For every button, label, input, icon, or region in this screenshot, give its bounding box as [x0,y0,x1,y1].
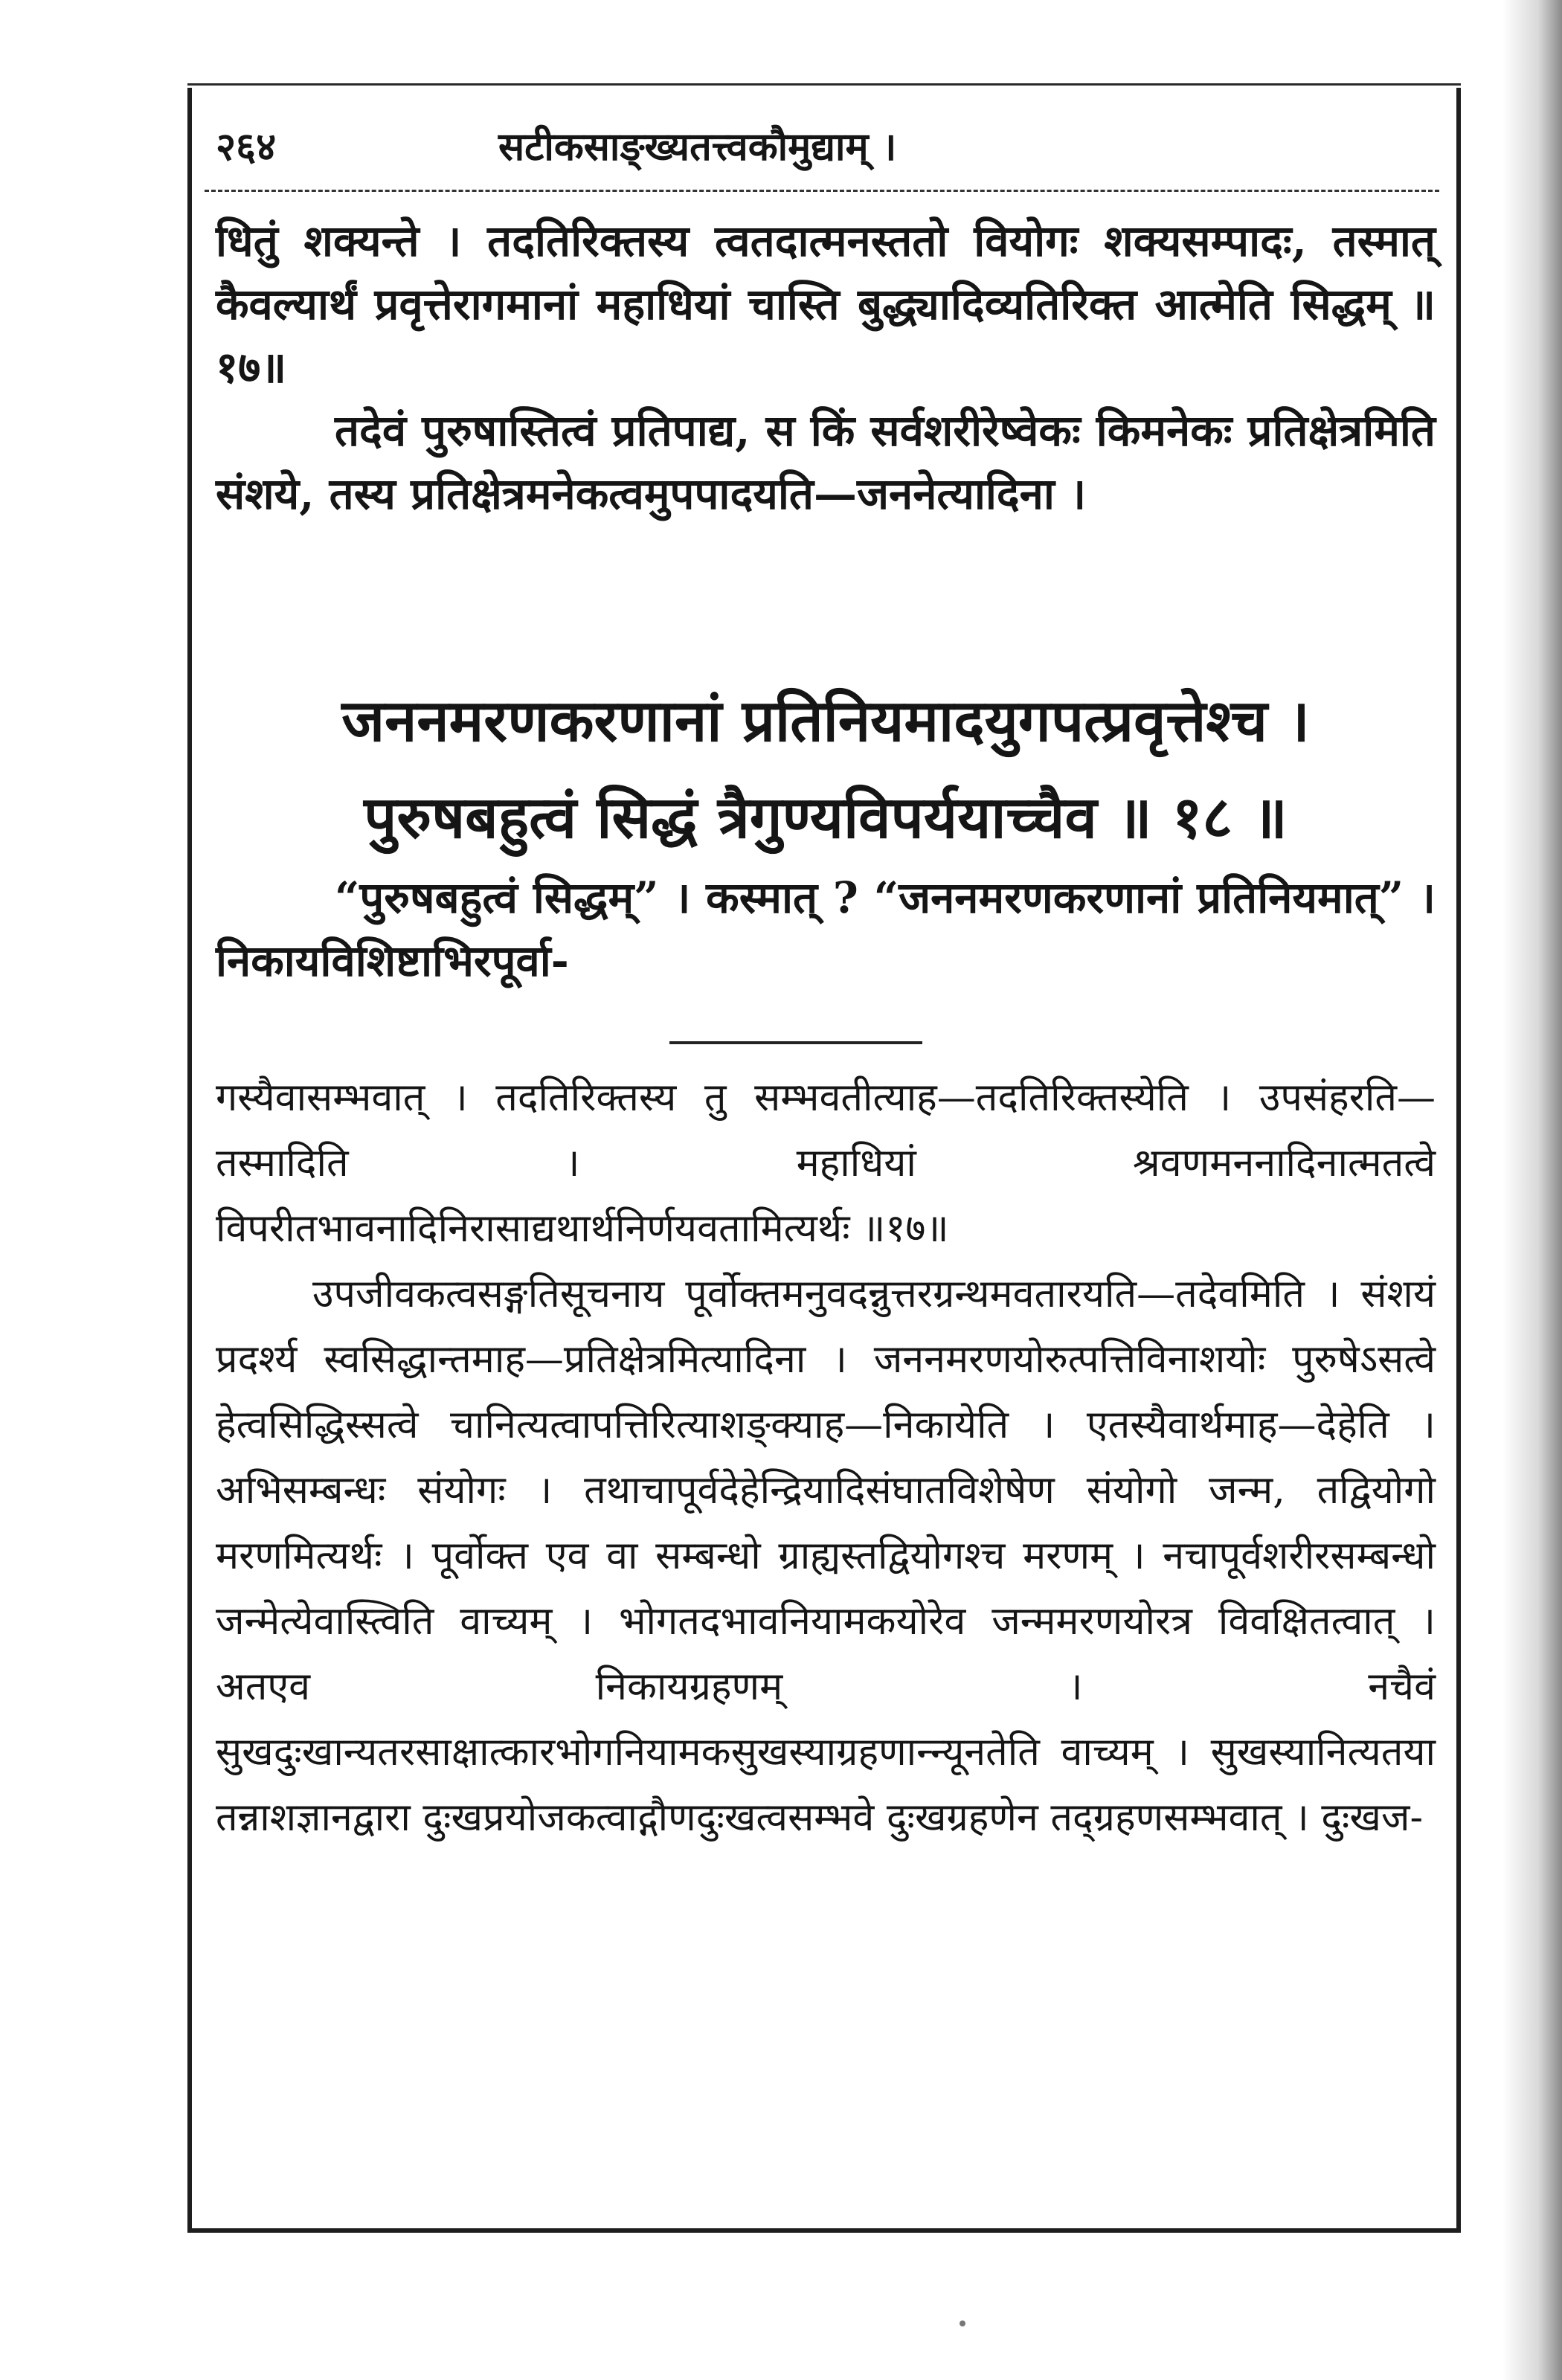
commentary-paragraph-1: “पुरुषबहुत्वं सिद्धम्” । कस्मात् ? “जननमरणकरणानां प्रतिनियमात्” । निकायविशिष्टाभिरपूर्वा- [216,872,1436,986]
scan-page-edge-shadow [1502,0,1562,2380]
running-title: सटीकसाङ्ख्यतत्त्वकौमुद्याम् । [498,124,897,170]
page-number: २६४ [216,124,277,170]
scan-speck [960,2320,965,2326]
footnote-divider [669,1041,922,1044]
main-text-paragraph-2: तदेवं पुरुषास्तित्वं प्रतिपाद्य, स किं सर्वशरीरेष्वेकः किमनेकः प्रतिक्षेत्रमिति संशये, तस्य प्रतिक्षेत्रमनेकत्वमुपपादयति—जननेत्यादिना । [216,405,1436,519]
main-text [216,210,1436,526]
subcommentary-paragraph-1: गस्यैवासम्भवात् । तदतिरिक्तस्य तु सम्भवतीत्याह—तदतिरिक्तस्येति । उपसंहरति—तस्मादिति । महाधियां श्रवणमननादिनात्मतत्वे विपरीतभावनादिनिरासाद्यथार्थनिर्णयवतामित्यर्थः ॥१७॥ [216,1075,1436,1251]
karika-verse [216,673,1436,866]
top-border-rule [187,83,1461,86]
commentary [216,866,1436,993]
subcommentary-paragraph-2: उपजीवकत्वसङ्गतिसूचनाय पूर्वोक्तमनुवदन्नुत्तरग्रन्थमवतारयति—तदेवमिति । संशयं प्रदर्श्य स्वसिद्धान्तमाह—प्रतिक्षेत्रमित्यादिना । जननमरणयोरुत्पत्तिविनाशयोः पुरुषेऽसत्वे हेत्वसिद्धिस्सत्वे चानित्यत्वापत्तिरित्याशङ्क्याह—निकायेति । एतस्यैवार्थमाह—देहेति । अभिसम्बन्धः संयोगः । तथाचापूर्वदेहेन्द्रियादिसंघातविशेषेण संयोगो जन्म, तद्वियोगो मरणमित्यर्थः । पूर्वोक्त एव वा सम्बन्धो ग्राह्यस्तद्वियोगश्च मरणम् । नचापूर्वशरीरसम्बन्धो जन्मेत्येवास्त्विति वाच्यम् । भोगतदभावनियामकयोरेव जन्ममरणयोरत्र विवक्षितत्वात् । अतएव निकायग्रहणम् । नचैवं सुखदुःखान्यतरसाक्षात्कारभोगनियामकसुखस्याग्रहणान्न्यूनतेति वाच्यम् । सुखस्यानित्यतया तन्नाशज्ञानद्वारा दुःखप्रयोजकत्वाद्गौणदुःखत्वसम्भवे दुःखग्रहणेन तद्ग्रहणसम्भवात् । दुःखज- [216,1272,1436,1840]
karika-line-1: जननमरणकरणानां प्रतिनियमादयुगपत्प्रवृत्तेश्च । [341,687,1310,755]
header-dashed-rule [205,190,1439,192]
karika-line-2: पुरुषबहुत्वं सिद्धं त्रैगुण्यविपर्ययाच्चैव ॥ १८ ॥ [364,784,1288,852]
main-text-paragraph-1: धितुं शक्यन्ते । तदतिरिक्तस्य त्वतदात्मनस्ततो वियोगः शक्यसम्पादः, तस्मात् कैवल्यार्थं प्रवृत्तेरागमानां महाधियां चास्ति बुद्ध्यादिव्यतिरिक्त आत्मेति सिद्धम् ॥१७॥ [216,216,1436,393]
running-head [216,112,1406,186]
subcommentary [216,1065,1436,1850]
bottom-border-rule [187,2228,1461,2233]
